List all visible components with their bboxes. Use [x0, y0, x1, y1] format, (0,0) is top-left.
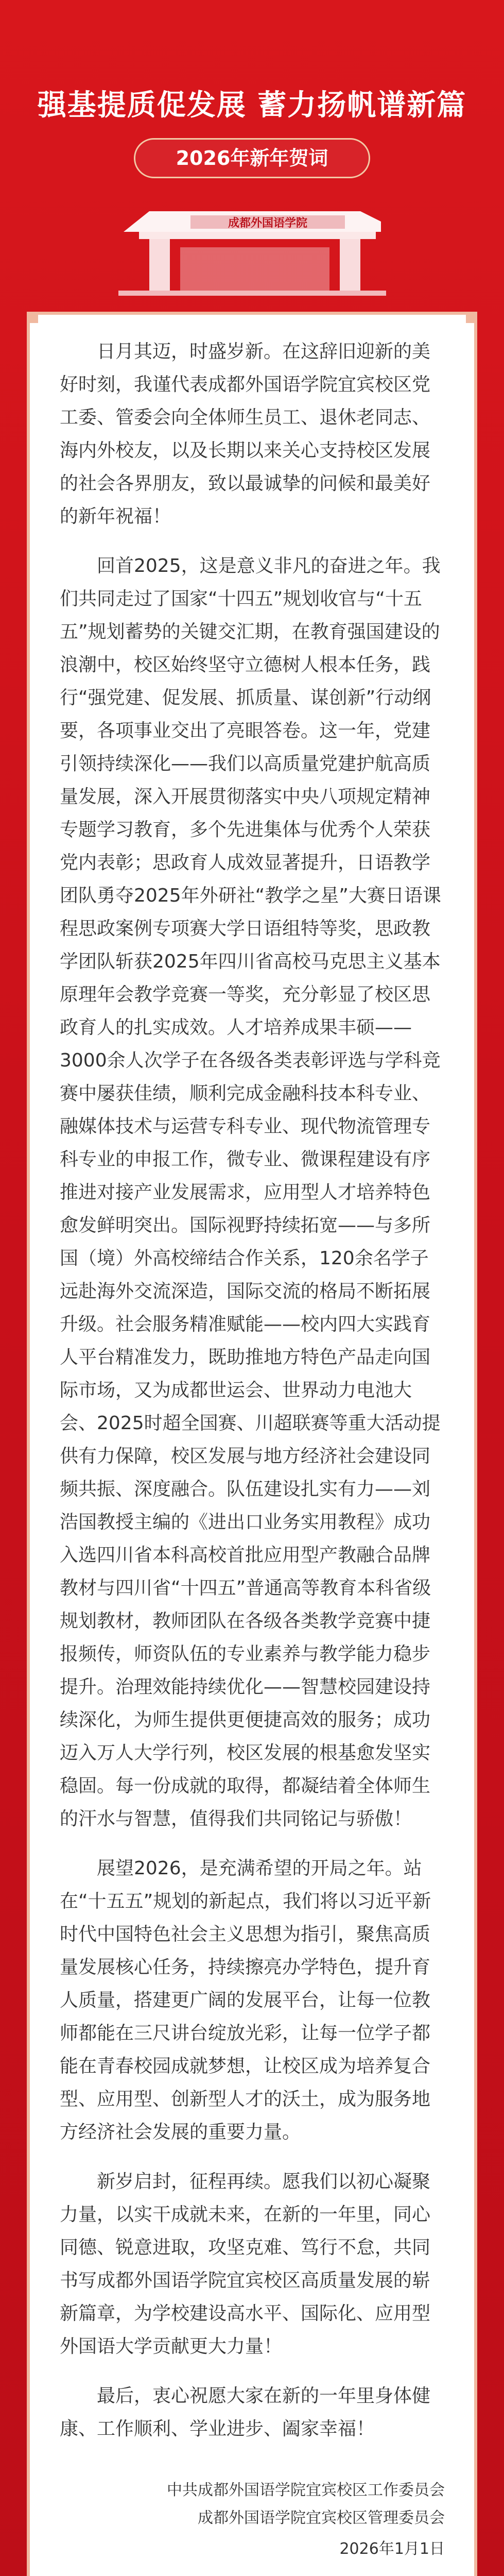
signature-block: [60, 2477, 445, 2563]
paragraph-new-journey: 新岁启封，征程再续。愿我们以初心凝聚力量，以实干成就未来，在新的一年里，同心同德、锐意进取，攻坚克难、笃行不怠，共同书写成都外国语学院宜宾校区高质量发展的崭新篇章，为学校建设高水平、国际化、应用型外国语大学贡献更大力量！: [60, 2171, 431, 2357]
paragraph-opening: 日月其迈，时盛岁新。在这辞旧迎新的美好时刻，我谨代表成都外国语学院宜宾校区党工委、管委会向全体师生员工、退休老同志、海内外校友，以及长期以来关心支持校区发展的社会各界朋友，致以最诚挚的问候和最美好的新年祝福！: [60, 341, 431, 527]
signature-org-committee: 中共成都外国语学院宜宾校区工作委员会: [167, 2481, 445, 2499]
page-title: 强基提质促发展 蓄力扬帆谱新篇: [37, 89, 467, 122]
gate-sign-text: 成都外国语学院: [228, 216, 307, 230]
campus-gate-illustration: [118, 201, 386, 299]
subtitle-badge: 2026年新年贺词: [134, 138, 370, 178]
paragraph-outlook-2026: 展望2026，是充满希望的开局之年。站在“十五五”规划的新起点，我们将以习近平新时代中国特色社会主义思想为指引，聚焦高质量发展核心任务，持续擦亮办学特色，提升育人质量，搭建更广阔的发展平台，让每一位教师都能在三尺讲台绽放光彩，让每一位学子都能在青春校园成就梦想，让校区成为培养复合型、应用型、创新型人才的沃土，成为服务地方经济社会发展的重要力量。: [60, 1858, 431, 2143]
paragraph-review-2025: 回首2025，这是意义非凡的奋进之年。我们共同走过了国家“十四五”规划收官与“十五五”规划蓄势的关键交汇期，在教育强国建设的浪潮中，校区始终坚守立德树人根本任务，践行“强党建、促发展、抓质量、谋创新”行动纲要，各项事业交出了亮眼答卷。这一年，党建引领持续深化——我们以高质量党建护航高质量发展，深入开展贯彻落实中央八项规定精神专题学习教育，多个先进集体与优秀个人荣获党内表彰；思政育人成效显著提升，日语教学团队勇夺2025年外研社“教学之星”大赛日语课程思政案例专项赛大学日语组特等奖，思政教学团队斩获2025年四川省高校马克思主义基本原理年会教学竞赛一等奖，充分彰显了校区思政育人的扎实成效。人才培养成果丰硕——3000余人次学子在各级各类表彰评选与学科竞赛中屡获佳绩，顺利完成金融科技本科专业、融媒体技术与运营专科专业、现代物流管理专科专业的申报工作，微专业、微课程建设有序推进对接产业发展需求，应用型人才培养特色愈发鲜明突出。国际视野持续拓宽——与多所国（境）外高校缔结合作关系，120余名学子远赴海外交流深造，国际交流的格局不断拓展升级。社会服务精准赋能——校内四大实践育人平台精准发力，既助推地方特色产品走向国际市场，又为成都世运会、世界动力电池大会、2025时超全国赛、川超联赛等重大活动提供有力保障，校区发展与地方经济社会建设同频共振、深度融合。队伍建设扎实有力——刘浩国教授主编的《进出口业务实用教程》成功入选四川省本科高校首批应用型产教融合品牌教材与四川省“十四五”普通高等教育本科省级规划教材，教师团队在各级各类教学竞赛中捷报频传，师资队伍的专业素养与教学能力稳步提升。治理效能持续优化——智慧校园建设持续深化，为师生提供更便捷高效的服务；成功迈入万人大学行列，校区发展的根基愈发坚实稳固。每一份成就的取得，都凝结着全体师生的汗水与智慧，值得我们共同铭记与骄傲！: [60, 555, 441, 1829]
signature-org-management: 成都外国语学院宜宾校区管理委员会: [198, 2509, 445, 2527]
paragraph-wishes: 最后，衷心祝愿大家在新的一年里身体健康、工作顺利、学业进步、阖家幸福！: [60, 2385, 431, 2439]
signature-date: 2026年1月1日: [339, 2540, 445, 2558]
greeting-card: [27, 312, 477, 2576]
greeting-body: [60, 335, 445, 2576]
